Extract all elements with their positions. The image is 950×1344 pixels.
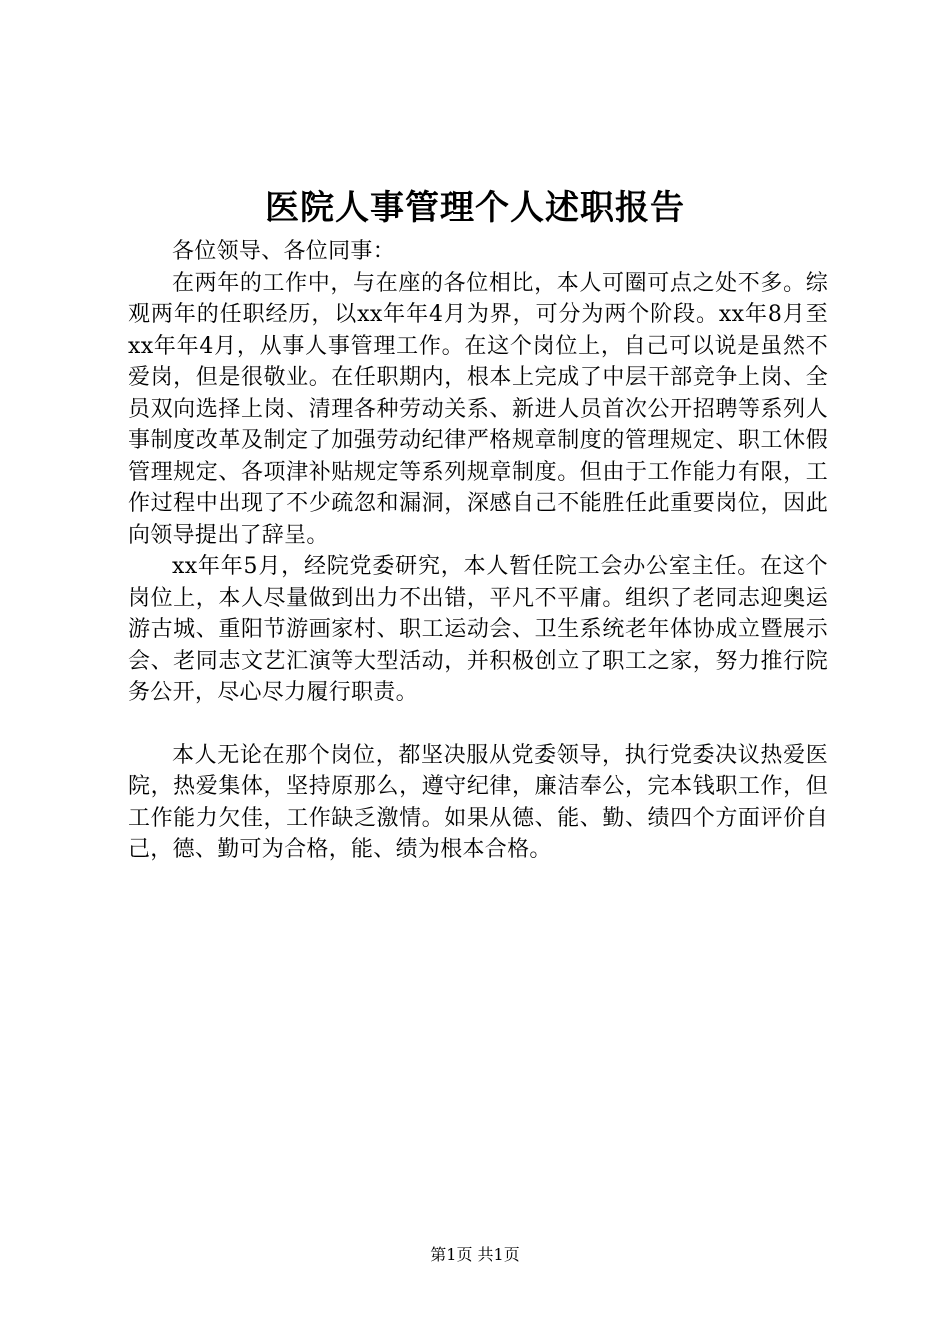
document-title: 医院人事管理个人述职报告 [265,188,685,228]
paragraph-2: xx年年5月，经院党委研究，本人暂任院工会办公室主任。在这个岗位上，本人尽量做到出力不出错，平凡不平庸。组织了老同志迎奥运游古城、重阳节游画家村、职工运动会、卫生系统老年体协成立暨展示会、老同志文艺汇演等大型活动，并积极创立了职工之家，努力推行院务公开，尽心尽力履行职责。 [128,554,828,705]
page-footer: 第1页 共1页 [430,1245,520,1264]
salutation: 各位领导、各位同事： [172,239,396,264]
document-body [128,236,828,866]
paragraph-3: 本人无论在那个岗位，都坚决服从党委领导，执行党委决议热爱医院，热爱集体，坚持原那么，遵守纪律，廉洁奉公，完本钱职工作，但工作能力欠佳，工作缺乏激情。如果从德、能、勤、绩四个方面评价自己，德、勤可为合格，能、绩为根本合格。 [128,742,828,862]
paragraph-1: 在两年的工作中，与在座的各位相比，本人可圈可点之处不多。综观两年的任职经历，以xx年年4月为界，可分为两个阶段。xx年8月至xx年年4月，从事人事管理工作。在这个岗位上，自己可以说是虽然不爱岗，但是很敬业。在任职期内，根本上完成了中层干部竞争上岗、全员双向选择上岗、清理各种劳动关系、新进人员首次公开招聘等系列人事制度改革及制定了加强劳动纪律严格规章制度的管理规定、职工休假管理规定、各项津补贴规定等系列规章制度。但由于工作能力有限，工作过程中出现了不少疏忽和漏洞，深感自己不能胜任此重要岗位，因此向领导提出了辞呈。 [128,270,828,548]
